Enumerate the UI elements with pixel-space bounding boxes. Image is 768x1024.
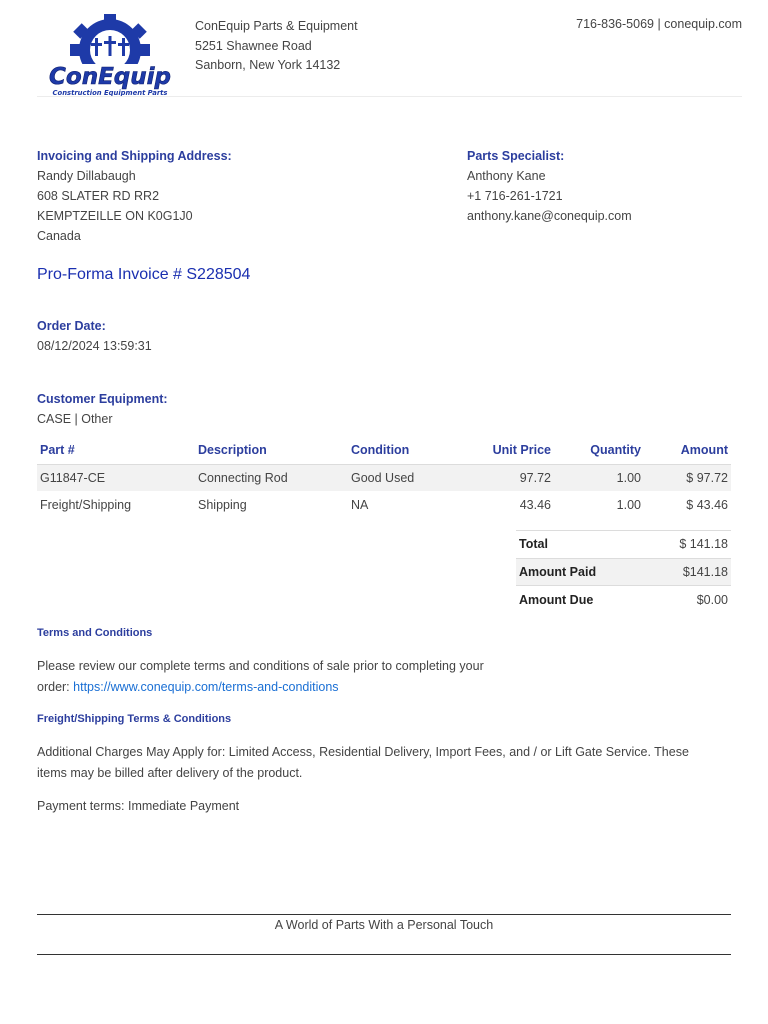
line-items-table: [37, 436, 731, 518]
cell-description: Connecting Rod: [195, 464, 348, 491]
order-date-label: Order Date:: [37, 319, 106, 333]
col-condition: Condition: [348, 436, 458, 464]
order-date-block: [37, 316, 152, 356]
table-row: [37, 464, 731, 491]
logo-tagline: Construction Equipment Parts: [52, 89, 168, 97]
billing-country: Canada: [37, 229, 81, 243]
header-divider: [37, 96, 742, 97]
cell-description: Shipping: [198, 497, 247, 512]
company-contact: 716-836-5069 | conequip.com: [576, 17, 742, 31]
company-name: ConEquip Parts & Equipment: [195, 19, 358, 33]
cell-amount: $ 97.72: [644, 464, 731, 491]
equipment-value: CASE | Other: [37, 412, 113, 426]
cell-condition: NA: [351, 497, 369, 512]
col-description: Description: [195, 436, 348, 464]
billing-street: 608 SLATER RD RR2: [37, 189, 160, 203]
terms-heading: Terms and Conditions: [37, 627, 153, 639]
amount-paid-value: $141.18: [646, 558, 731, 586]
cell-part: G11847-CE: [37, 464, 195, 491]
order-date: 08/12/2024 13:59:31: [37, 339, 152, 353]
equipment-label: Customer Equipment:: [37, 392, 168, 406]
total-row: [516, 531, 731, 559]
total-label: Total: [516, 531, 646, 559]
conequip-logo: [35, 14, 185, 100]
amount-paid-label: Amount Paid: [516, 558, 646, 586]
company-address: [195, 17, 358, 76]
terms-paragraph: [37, 656, 517, 697]
company-street: 5251 Shawnee Road: [195, 38, 312, 53]
cell-unit-price: 43.46: [519, 497, 551, 512]
specialist-phone: +1 716-261-1721: [467, 189, 563, 203]
freight-terms-text: Additional Charges May Apply for: Limited Access, Residential Delivery, Import Fees, and / or Lift Gate Service. These items may be billed after delivery of the product.: [37, 745, 689, 780]
invoice-title: Pro-Forma Invoice # S228504: [37, 266, 251, 283]
customer-equipment-block: [37, 389, 168, 429]
cell-quantity: 1.00: [616, 497, 641, 512]
terms-text: Please review our complete terms and conditions of sale prior to completing your order:: [37, 659, 484, 694]
billing-name: Randy Dillabaugh: [37, 169, 136, 183]
amount-due-value: $0.00: [646, 586, 731, 614]
col-unit-price: Unit Price: [458, 436, 554, 464]
freight-terms-heading: Freight/Shipping Terms & Conditions: [37, 713, 232, 725]
table-row: [37, 491, 731, 518]
logo-wordmark: ConEquip: [49, 64, 171, 90]
specialist-email: anthony.kane@conequip.com: [467, 209, 632, 223]
col-part: Part #: [37, 436, 195, 464]
totals-table: [516, 530, 731, 613]
col-amount: Amount: [644, 436, 731, 464]
total-value: $ 141.18: [646, 531, 731, 559]
billing-city: KEMPTZEILLE ON K0G1J0: [37, 209, 193, 223]
cell-part: Freight/Shipping: [40, 497, 132, 512]
footer-bottom-rule: [37, 954, 731, 955]
specialist-name: Anthony Kane: [467, 169, 546, 183]
table-header-row: [37, 436, 731, 464]
cell-unit-price: 97.72: [458, 464, 554, 491]
terms-link[interactable]: https://www.conequip.com/terms-and-conditions: [73, 679, 339, 694]
amount-due-label: Amount Due: [516, 586, 646, 614]
cell-condition: Good Used: [348, 464, 458, 491]
crosses-icon: [91, 36, 129, 56]
billing-heading: Invoicing and Shipping Address:: [37, 149, 232, 163]
company-city: Sanborn, New York 14132: [195, 58, 341, 72]
payment-terms: Payment terms: Immediate Payment: [37, 799, 240, 813]
amount-paid-row: [516, 558, 731, 586]
billing-address: [37, 146, 232, 246]
amount-due-row: [516, 586, 731, 614]
footer-tagline: A World of Parts With a Personal Touch: [274, 918, 494, 932]
col-quantity: Quantity: [554, 436, 644, 464]
specialist-heading: Parts Specialist:: [467, 149, 565, 163]
cell-quantity: 1.00: [554, 464, 644, 491]
footer-top-rule: [37, 914, 731, 915]
parts-specialist: [467, 146, 632, 226]
cell-amount: $ 43.46: [686, 497, 728, 512]
